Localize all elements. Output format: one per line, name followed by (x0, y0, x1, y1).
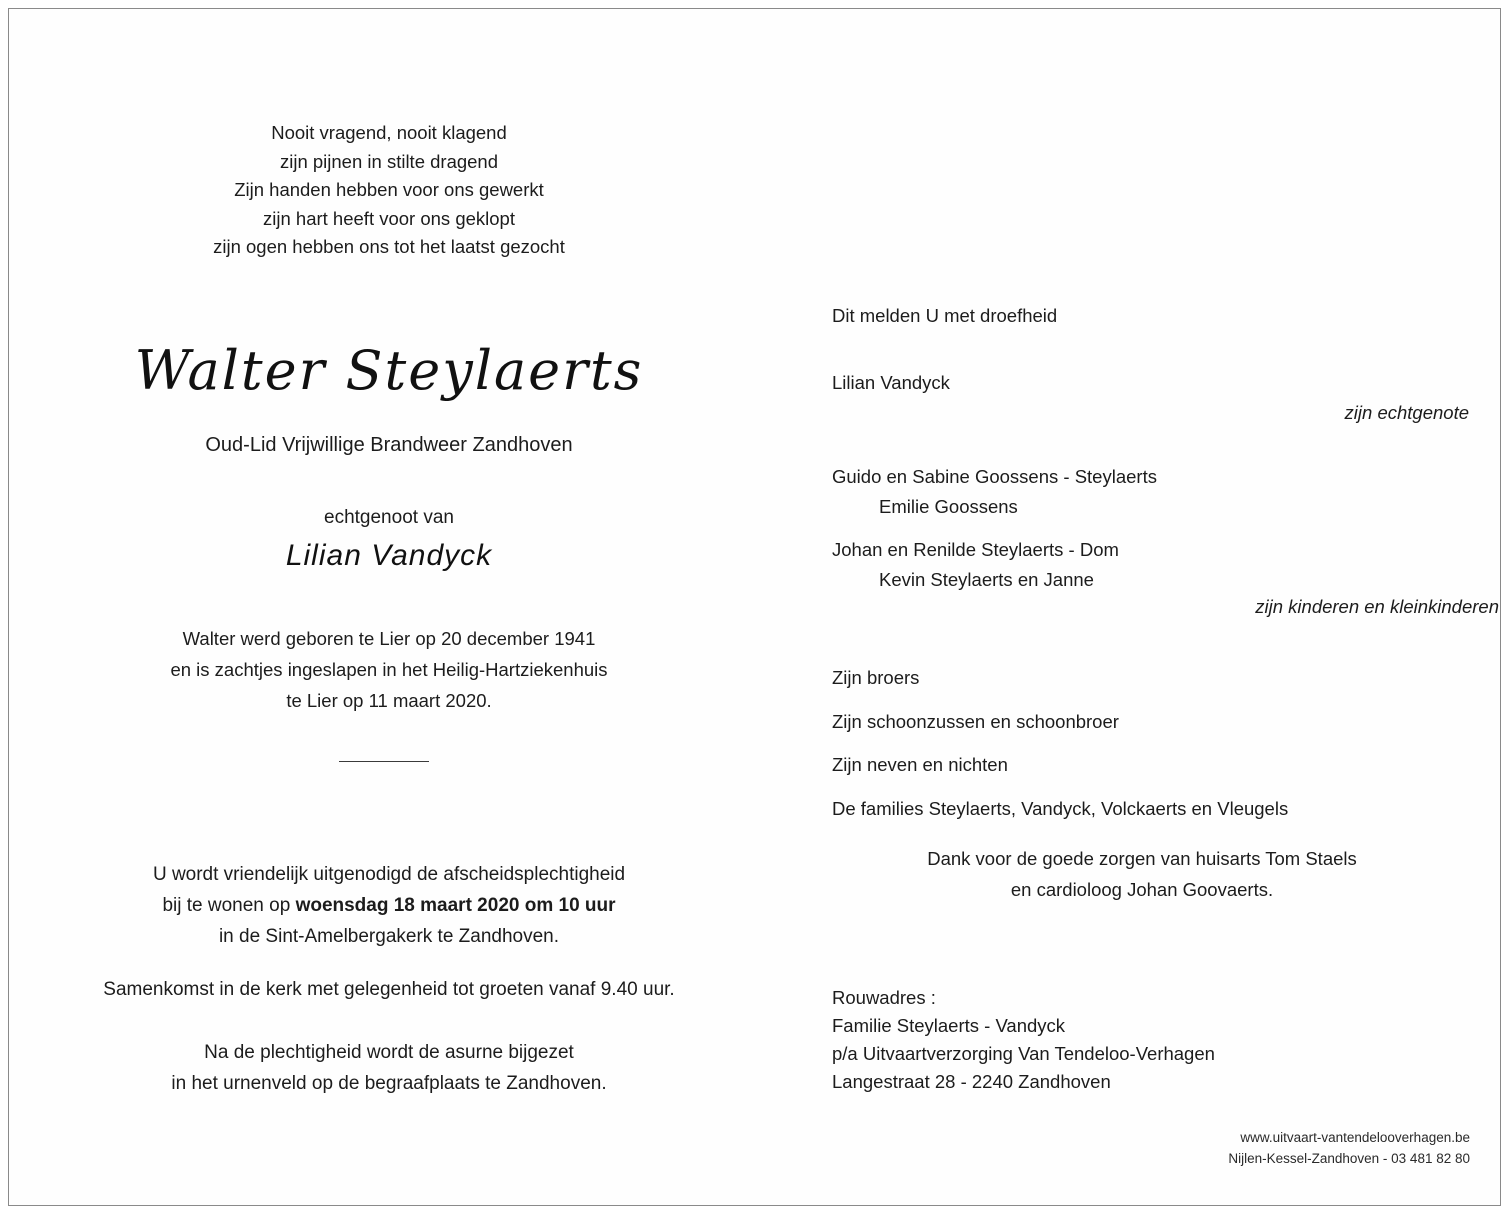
relatives-item: Zijn broers (832, 667, 920, 688)
ceremony-location: in de Sint-Amelbergakerk te Zandhoven. (218, 926, 560, 947)
card-surface (9, 9, 1500, 1205)
poem-line: Zijn handen hebben voor ons gewerkt (234, 179, 544, 200)
biography-block (9, 623, 769, 716)
poem-block (9, 119, 769, 262)
widow-role-label: zijn echtgenote (1344, 402, 1469, 423)
mourning-address-block (832, 984, 1215, 1096)
footer-contact: Nijlen-Kessel-Zandhoven - 03 481 82 80 (1228, 1151, 1470, 1166)
left-column (9, 9, 769, 1205)
relatives-item: Zijn schoonzussen en schoonbroer (832, 710, 1119, 732)
poem-line: zijn pijnen in stilte dragend (279, 150, 499, 172)
burial-block (9, 1037, 769, 1099)
thanks-line: en cardioloog Johan Goovaerts. (1010, 879, 1274, 900)
ceremony-line-prefix: bij te wonen op (162, 895, 296, 916)
gathering-note: Samenkomst in de kerk met gelegenheid tot groeten vanaf 9.40 uur. (103, 979, 675, 1000)
family-member: Kevin Steylaerts en Janne (879, 569, 1094, 590)
deceased-affiliation: Oud-Lid Vrijwillige Brandweer Zandhoven (205, 434, 573, 456)
footer-website: www.uitvaart-vantendelooverhagen.be (1240, 1130, 1470, 1145)
bio-line: te Lier op 11 maart 2020. (286, 690, 492, 711)
ceremony-datetime-line (9, 890, 769, 921)
right-column (769, 9, 1500, 1205)
family-list (832, 462, 1157, 595)
family-list-gap (832, 522, 1157, 535)
family-member: Emilie Goossens (879, 496, 1018, 517)
address-family: Familie Steylaerts - Vandyck (832, 1015, 1066, 1036)
address-label: Rouwadres : (832, 987, 936, 1008)
card-columns (9, 9, 1500, 1205)
bio-line: en is zachtjes ingeslapen in het Heilig-Hartziekenhuis (170, 659, 608, 680)
relatives-list (832, 656, 1288, 830)
burial-line: Na de plechtigheid wordt de asurne bijgezet (204, 1042, 574, 1063)
poem-line: zijn hart heeft voor ons geklopt (263, 207, 515, 229)
deceased-name: Walter Steylaerts (134, 339, 644, 402)
poem-line: Nooit vragend, nooit klagend (271, 122, 507, 143)
announcement-intro: Dit melden U met droefheid (832, 305, 1058, 326)
address-funeral-home: p/a Uitvaartverzorging Van Tendeloo-Verhagen (832, 1043, 1215, 1064)
thanks-block (832, 843, 1452, 905)
address-street: Langestraat 28 - 2240 Zandhoven (832, 1071, 1111, 1092)
family-member: Johan en Renilde Steylaerts - Dom (832, 539, 1119, 560)
funeral-home-footer (769, 1127, 1470, 1169)
widow-name: Lilian Vandyck (832, 372, 950, 393)
ceremony-datetime: woensdag 18 maart 2020 om 10 uur (295, 895, 616, 916)
ceremony-line: U wordt vriendelijk uitgenodigd de afscheidsplechtigheid (152, 864, 626, 885)
relatives-item: Zijn neven en nichten (832, 754, 1008, 775)
section-divider (339, 761, 429, 762)
thanks-line: Dank voor de goede zorgen van huisarts Tom Staels (927, 848, 1357, 869)
bio-line: Walter werd geboren te Lier op 20 december 1941 (182, 628, 596, 649)
burial-line: in het urnenveld op de begraafplaats te Zandhoven. (171, 1073, 607, 1094)
children-role-label: zijn kinderen en kleinkinderen (1255, 596, 1499, 617)
poem-line: zijn ogen hebben ons tot het laatst gezocht (213, 236, 565, 257)
relatives-item: De families Steylaerts, Vandyck, Volckaerts en Vleugels (832, 797, 1289, 819)
spouse-label: echtgenoot van (324, 507, 454, 528)
family-member: Guido en Sabine Goossens - Steylaerts (832, 466, 1157, 487)
ceremony-block (9, 859, 769, 952)
spouse-name: Lilian Vandyck (285, 539, 493, 572)
